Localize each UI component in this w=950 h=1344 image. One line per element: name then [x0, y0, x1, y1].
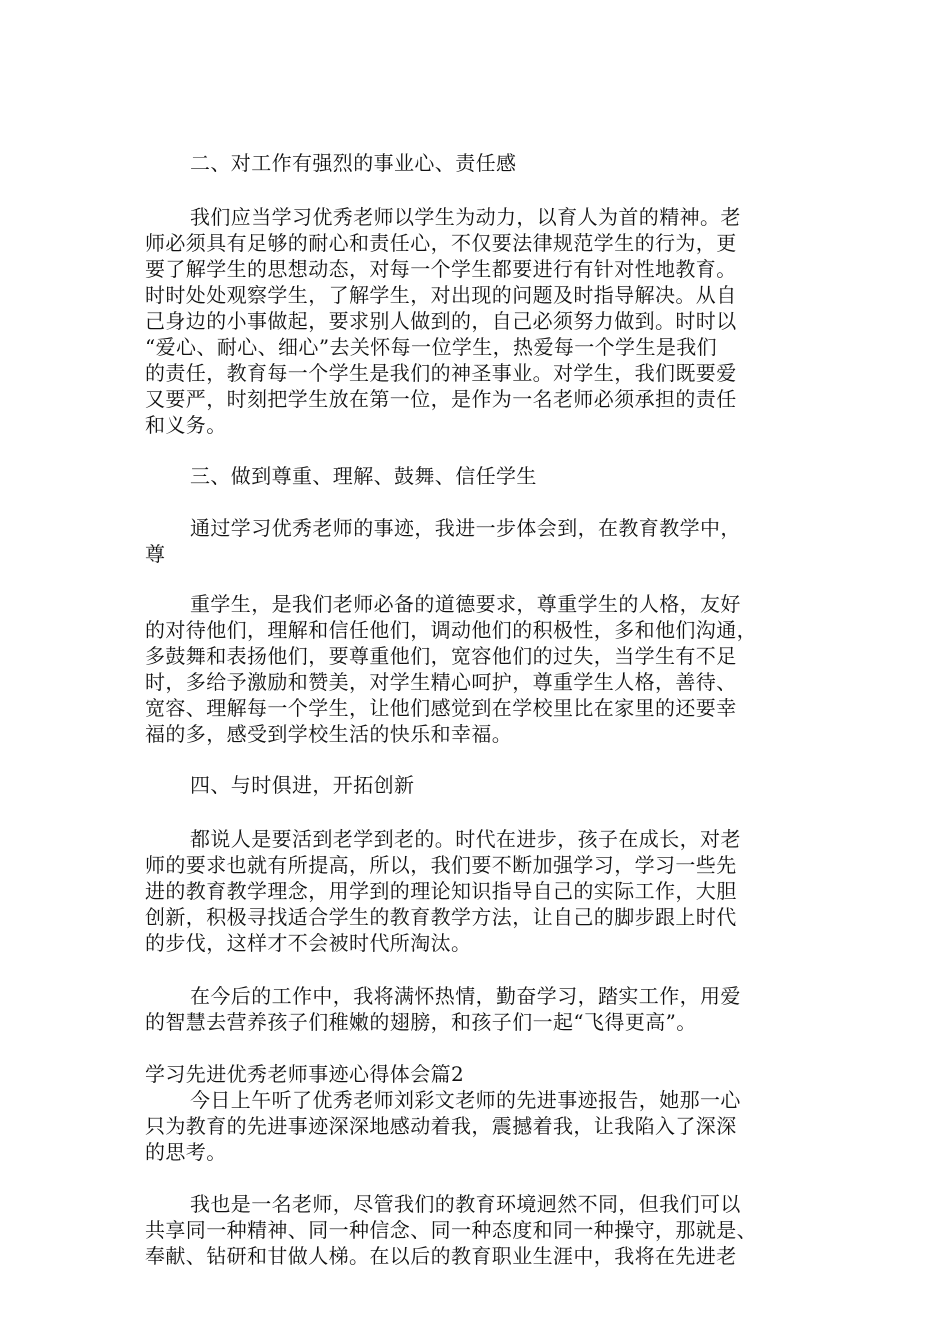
paragraph-line: “爱心、耐心、细心”去关怀每一位学生，热爱每一个学生是我们	[145, 335, 718, 359]
paragraph-line: 共享同一种精神、同一种信念、同一种态度和同一种操守，那就是、	[145, 1218, 757, 1242]
paragraph-line: 福的多，感受到学校生活的快乐和幸福。	[145, 722, 513, 746]
paragraph-line: 都说人是要活到老学到老的。时代在进步，孩子在成长，对老	[190, 827, 741, 851]
paragraph-line: 师必须具有足够的耐心和责任心，不仅要法律规范学生的行为，更	[145, 231, 737, 255]
paragraph-line: 只为教育的先进事迹深深地感动着我，震撼着我，让我陷入了深深	[145, 1114, 737, 1138]
paragraph-line: 重学生，是我们老师必备的道德要求，尊重学生的人格，友好	[190, 592, 741, 616]
section-heading-2: 二、对工作有强烈的事业心、责任感	[190, 151, 517, 175]
paragraph-line: 己身边的小事做起，要求别人做到的，自己必须努力做到。时时以	[145, 309, 737, 333]
paragraph-line: 的步伐，这样才不会被时代所淘汰。	[145, 931, 472, 955]
paragraph-line: 的责任，教育每一个学生是我们的神圣事业。对学生，我们既要爱	[145, 361, 737, 385]
paragraph-line: 多鼓舞和表扬他们，要尊重他们，宽容他们的过失，当学生有不足	[145, 644, 737, 668]
article-title: 学习先进优秀老师事迹心得体会篇2	[145, 1062, 465, 1086]
paragraph-line: 通过学习优秀老师的事迹，我进一步体会到，在教育教学中，	[190, 516, 741, 540]
paragraph-line: 我们应当学习优秀老师以学生为动力，以育人为首的精神。老	[190, 205, 741, 229]
paragraph-line: 尊	[145, 542, 166, 566]
paragraph-line: 又要严，时刻把学生放在第一位，是作为一名老师必须承担的责任	[145, 387, 737, 411]
paragraph-line: 今日上午听了优秀老师刘彩文老师的先进事迹报告，她那一心	[190, 1088, 741, 1112]
section-heading-3: 三、做到尊重、理解、鼓舞、信任学生	[190, 464, 537, 488]
paragraph-line: 创新，积极寻找适合学生的教育教学方法，让自己的脚步跟上时代	[145, 905, 737, 929]
paragraph-line: 要了解学生的思想动态，对每一个学生都要进行有针对性地教育。	[145, 257, 737, 281]
paragraph-line: 的思考。	[145, 1140, 227, 1164]
paragraph-line: 师的要求也就有所提高，所以，我们要不断加强学习，学习一些先	[145, 853, 737, 877]
paragraph-line: 进的教育教学理念，用学到的理论知识指导自己的实际工作，大胆	[145, 879, 737, 903]
paragraph-line: 的对待他们，理解和信任他们，调动他们的积极性，多和他们沟通，	[145, 618, 757, 642]
paragraph-line: 宽容、理解每一个学生，让他们感觉到在学校里比在家里的还要幸	[145, 696, 737, 720]
paragraph-line: 奉献、钻研和甘做人梯。在以后的教育职业生涯中，我将在先进老	[145, 1244, 737, 1268]
paragraph-line: 的智慧去营养孩子们稚嫩的翅膀，和孩子们一起“飞得更高”。	[145, 1010, 697, 1034]
paragraph-line: 和义务。	[145, 413, 227, 437]
paragraph-line: 时，多给予激励和赞美，对学生精心呵护，尊重学生人格，善待、	[145, 670, 737, 694]
paragraph-line: 在今后的工作中，我将满怀热情，勤奋学习，踏实工作，用爱	[190, 984, 741, 1008]
section-heading-4: 四、与时俱进，开拓创新	[190, 773, 415, 797]
paragraph-line: 时时处处观察学生，了解学生，对出现的问题及时指导解决。从自	[145, 283, 737, 307]
paragraph-line: 我也是一名老师，尽管我们的教育环境迥然不同，但我们可以	[190, 1192, 741, 1216]
